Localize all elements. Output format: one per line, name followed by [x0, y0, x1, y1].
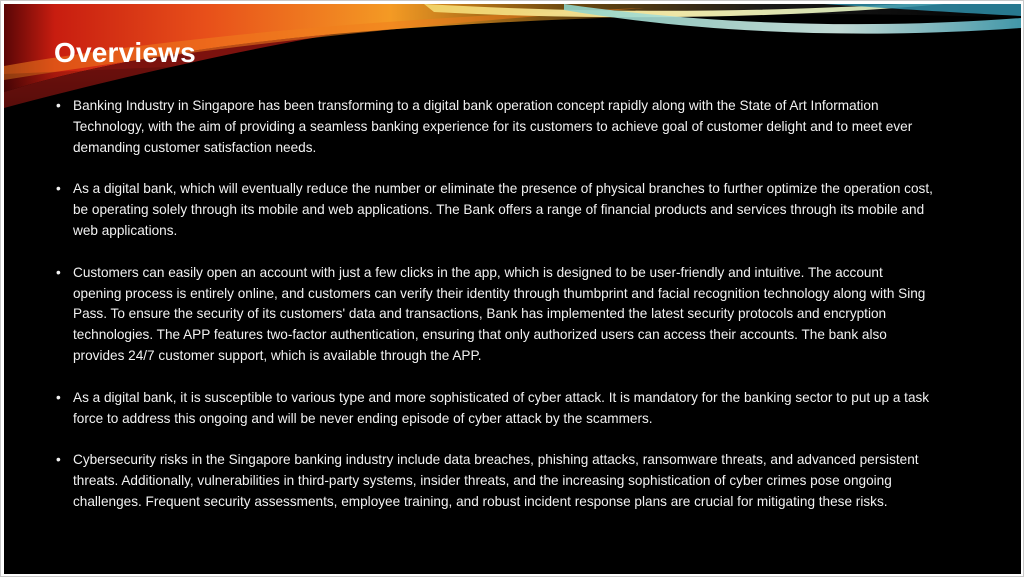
- slide: [4, 4, 1021, 574]
- bullet-text: Banking Industry in Singapore has been transforming to a digital bank operation concept rapidly along with the State of Art Information Technology, with the aim of providing a seamless banking experience for its customers to achieve goal of customer delight and to meet ever demanding customer satisfaction needs.: [73, 98, 913, 155]
- bullet-item: [54, 388, 934, 430]
- bullet-marker: •: [56, 264, 61, 280]
- bullet-marker: •: [56, 452, 61, 468]
- bullet-marker: •: [56, 181, 61, 197]
- bullet-marker: •: [56, 98, 61, 113]
- bullet-text: As a digital bank, it is susceptible to various type and more sophisticated of cyber attack. It is mandatory for the banking sector to put up a task force to address this ongoing and will be never ending episode of cyber attack by the scammers.: [73, 389, 930, 426]
- bullet-text: Cybersecurity risks in the Singapore banking industry include data breaches, phishing attacks, ransomware threats, and advanced persistent threats. Additionally, vulnerabilities in third-party systems, insider threats, and the increasing sophistication of cyber crimes pose ongoing challenges. Frequent security assessments, employee training, and robust incident response plans are crucial for mitigating these risks.: [73, 452, 919, 509]
- bullet-text: As a digital bank, which will eventually reduce the number or eliminate the presence of physical branches to further optimize the operation cost, be operating solely through its mobile and web applications. The Bank offers a range of financial products and services through its mobile and web applications.: [73, 181, 933, 238]
- bullet-item: [54, 263, 934, 367]
- bullet-item: [54, 179, 934, 241]
- slide-title: Overviews: [54, 37, 196, 68]
- bullet-item: [54, 96, 934, 158]
- bullet-item: [54, 450, 934, 512]
- bullet-text: Customers can easily open an account with just a few clicks in the app, which is designed to be user-friendly and intuitive. The account opening process is entirely online, and customers can verify their identity through thumbprint and facial recognition technology along with Sing Pass. To ensure the security of its customers' data and transactions, Bank has implemented the latest security protocols and encryption technologies. The APP features two-factor authentication, ensuring that only authorized users can access their accounts. The bank also provides 24/7 customer support, which is available through the APP.: [73, 264, 926, 363]
- bullet-marker: •: [56, 389, 61, 405]
- bullet-list: [54, 96, 934, 534]
